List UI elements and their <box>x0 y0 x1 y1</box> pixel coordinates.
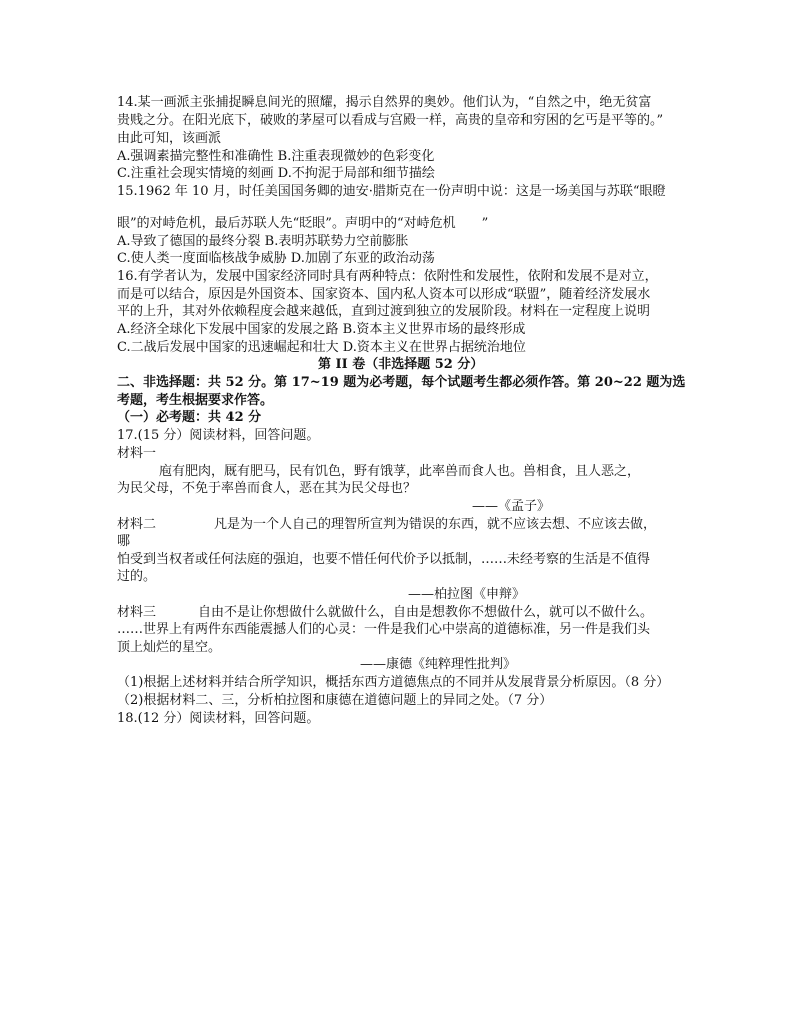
material-1-line-2: 为民父母，不免于率兽而食人，恶在其为民父母也？ <box>117 481 417 496</box>
material-3-label: 材料三 <box>117 605 157 620</box>
material-2-line-1: 凡是为一个人自己的理智所宣判为错误的东西，就不应该去想、不应该去做， <box>214 517 657 532</box>
q14-options-ab: A.强调素描完整性和准确性 B.注重表现微妙的色彩变化 <box>117 149 435 164</box>
section-2-heading-line-2: 考题，考生根据要求作答。 <box>117 393 274 408</box>
q16-line-2: 而是可以结合，原因是外国资本、国家资本、国内私人资本可以形成“联盟”，随着经济发展水 <box>117 287 651 302</box>
material-1-source: ——《孟子》 <box>472 499 551 514</box>
material-2-line-2: 怕受到当权者或任何法庭的强迫，也要不惜任何代价予以抵制，……未经考察的生活是不值得 <box>117 552 651 567</box>
material-3-line-1: 自由不是让你想做什么就做什么，自由是想教你不想做什么，就可以不做什么。 <box>198 605 654 620</box>
q18-stem: 18.(12 分）阅读材料，回答问题。 <box>117 711 320 726</box>
material-3-line-2: ……世界上有两件东西能震撼人们的心灵：一件是我们心中崇高的道德标准，另一件是我们头 <box>117 622 651 637</box>
q14-line-1: 14.某一画派主张捕捉瞬息间光的照耀，揭示自然界的奥妙。他们认为，“自然之中，绝无贫富 <box>117 95 652 110</box>
q16-options-cd: C.二战后发展中国家的迅速崛起和壮大 D.资本主义在世界占据统治地位 <box>117 340 526 355</box>
q14-options-cd: C.注重社会现实情境的刻画 D.不拘泥于局部和细节描绘 <box>117 166 435 181</box>
q17-stem: 17.(15 分）阅读材料，回答问题。 <box>117 428 320 443</box>
q16-options-ab: A.经济全球化下发展中国家的发展之路 B.资本主义世界市场的最终形成 <box>117 322 526 337</box>
q15-options-ab: A.导致了德国的最终分裂 B.表明苏联势力空前膨胀 <box>117 234 409 249</box>
required-questions-heading: （一）必考题：共 42 分 <box>117 410 262 425</box>
q14-line-3: 由此可知，该画派 <box>117 131 222 146</box>
material-1-label: 材料一 <box>117 446 157 461</box>
q16-line-1: 16.有学者认为，发展中国家经济同时具有两种特点：依附性和发展性，依附和发展不是对立， <box>117 269 658 284</box>
material-3-source: ——康德《纯粹理性批判》 <box>360 657 517 672</box>
material-2-line-1-overflow: 哪 <box>117 534 131 549</box>
material-2-label: 材料二 <box>117 517 157 532</box>
volume-ii-title: 第 II 卷（非选择题 52 分） <box>318 357 484 372</box>
q15-line-1: 15.1962 年 10 月，时任美国国务卿的迪安·腊斯克在一份声明中说：这是一场美国与苏联“眼瞪 <box>117 184 666 199</box>
q17-sub-question-1: （1)根据上述材料并结合所学知识，概括东西方道德焦点的不同并从发展背景分析原因。（8 分） <box>117 675 670 690</box>
q15-line-2: 眼”的对峙危机，最后苏联人先“眨眼”。声明中的“对峙危机 ” <box>117 216 489 231</box>
q17-sub-question-2: （2)根据材料二、三，分析柏拉图和康德在道德问题上的异同之处。（7 分） <box>117 693 553 708</box>
material-3-line-3: 顶上灿烂的星空。 <box>117 640 222 655</box>
q15-options-cd: C.使人类一度面临核战争威胁 D.加剧了东亚的政治动荡 <box>117 251 435 266</box>
material-1-line-1: 庖有肥肉，厩有肥马，民有饥色，野有饿莩，此率兽而食人也。兽相食，且人恶之， <box>159 464 641 479</box>
material-2-line-3: 过的。 <box>117 569 157 584</box>
q16-line-3: 平的上升，其对外依赖程度会越来越低，直到过渡到独立的发展阶段。材料在一定程度上说明 <box>117 304 651 319</box>
section-2-heading-line-1: 二、非选择题：共 52 分。第 17~19 题为必考题，每个试题考生都必须作答。第 20~22 题为选 <box>117 375 686 390</box>
material-2-source: ——柏拉图《申辩》 <box>408 587 526 602</box>
q14-line-2: 贵贱之分。在阳光底下，破败的茅屋可以看成与宫殿一样，高贵的皇帝和穷困的乞丐是平等的。” <box>117 113 664 128</box>
